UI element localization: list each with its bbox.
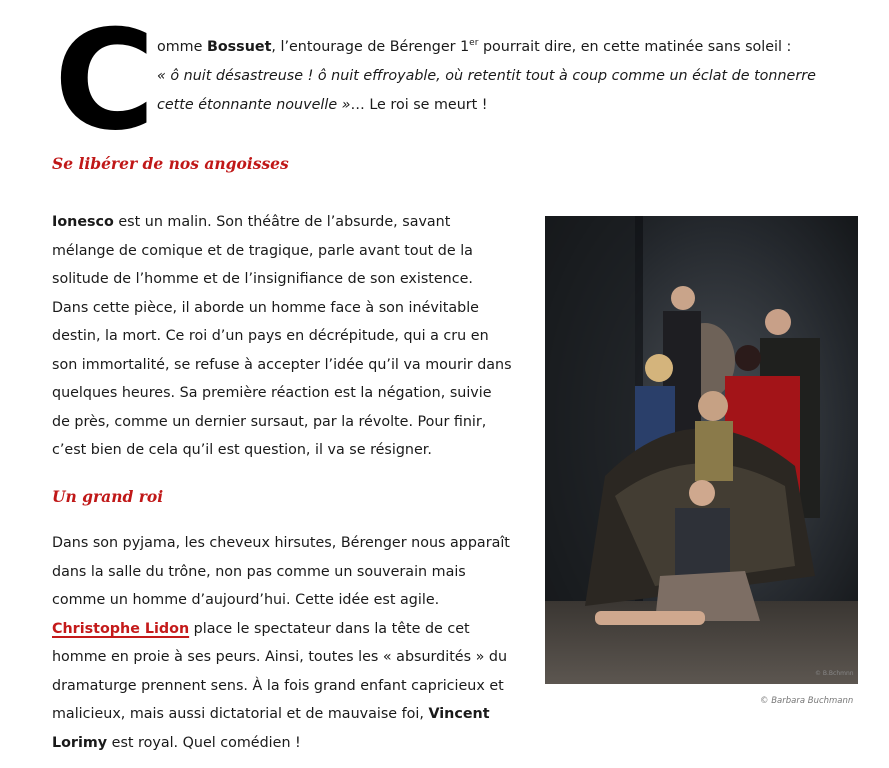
paragraph-grand-roi — [52, 529, 512, 757]
bossuet-name: Bossuet — [206, 38, 272, 55]
intro-paragraph — [157, 29, 847, 120]
intro-text-1: omme — [157, 38, 207, 55]
ordinal-superscript: er — [469, 38, 479, 48]
christophe-lidon-link[interactable]: Christophe Lidon — [52, 620, 190, 637]
section-heading-grand-roi: Un grand roi — [52, 487, 164, 506]
paragraph-text-3: est royal. Quel comédien ! — [107, 734, 301, 751]
ionesco-name: Ionesco — [52, 214, 114, 230]
paragraph-ionesco — [52, 208, 512, 465]
paragraph-ionesco-text: est un malin. Son théâtre de l’absurde, savant mélange de comique et de tragique, parle avant tout de la solitude de l’homme et de l’insignifiance de son existence. Dans cette pièce, il aborde un homme face à son inévitable destin, la mort. Ce roi d’un pays en décrépitude, qui a cru en son immortalité, se refuse à accepter l’idée qu’il va mourir dans quelques heures. Sa première réaction est la négation, suivie de près, comme un dernier sursaut, par la révolte. Pour finir, c’est bien de cela qu’il est question, il va se résigner. — [52, 214, 512, 458]
intro-quote: « ô nuit désastreuse ! ô nuit effroyable, où retentit tout à coup comme un éclat de tonnerre cette étonnante nouvelle » — [157, 67, 816, 113]
photo-credit: © Barbara Buchmann — [760, 696, 854, 706]
intro-text-2: , l’entourage de Bérenger 1 — [271, 38, 470, 55]
paragraph-text-1: Dans son pyjama, les cheveux hirsutes, Bérenger nous apparaît dans la salle du trône, non pas comme un souverain mais comme un homme d’aujourd’hui. Cette idée est agile. — [52, 535, 510, 608]
svg-text:© B.Bchmnn: © B.Bchmnn — [815, 670, 854, 677]
intro-tail: … Le roi se meurt ! — [350, 96, 488, 113]
drop-cap: C — [54, 0, 156, 161]
intro-text-3: pourrait dire, en cette matinée sans soleil : — [478, 38, 792, 55]
paragraph-text-2: place le spectateur dans la tête de cet homme en proie à ses peurs. Ainsi, toutes les « absurdités » du dramaturge prennent sens. À la fois grand enfant capricieux et malicieux, mais aussi dictatorial et de mauvaise foi, — [52, 620, 508, 722]
vincent-lorimy-name: Vincent Lorimy — [52, 706, 490, 751]
section-heading-angoisses: Se libérer de nos angoisses — [52, 154, 289, 173]
stage-photo — [545, 216, 858, 684]
